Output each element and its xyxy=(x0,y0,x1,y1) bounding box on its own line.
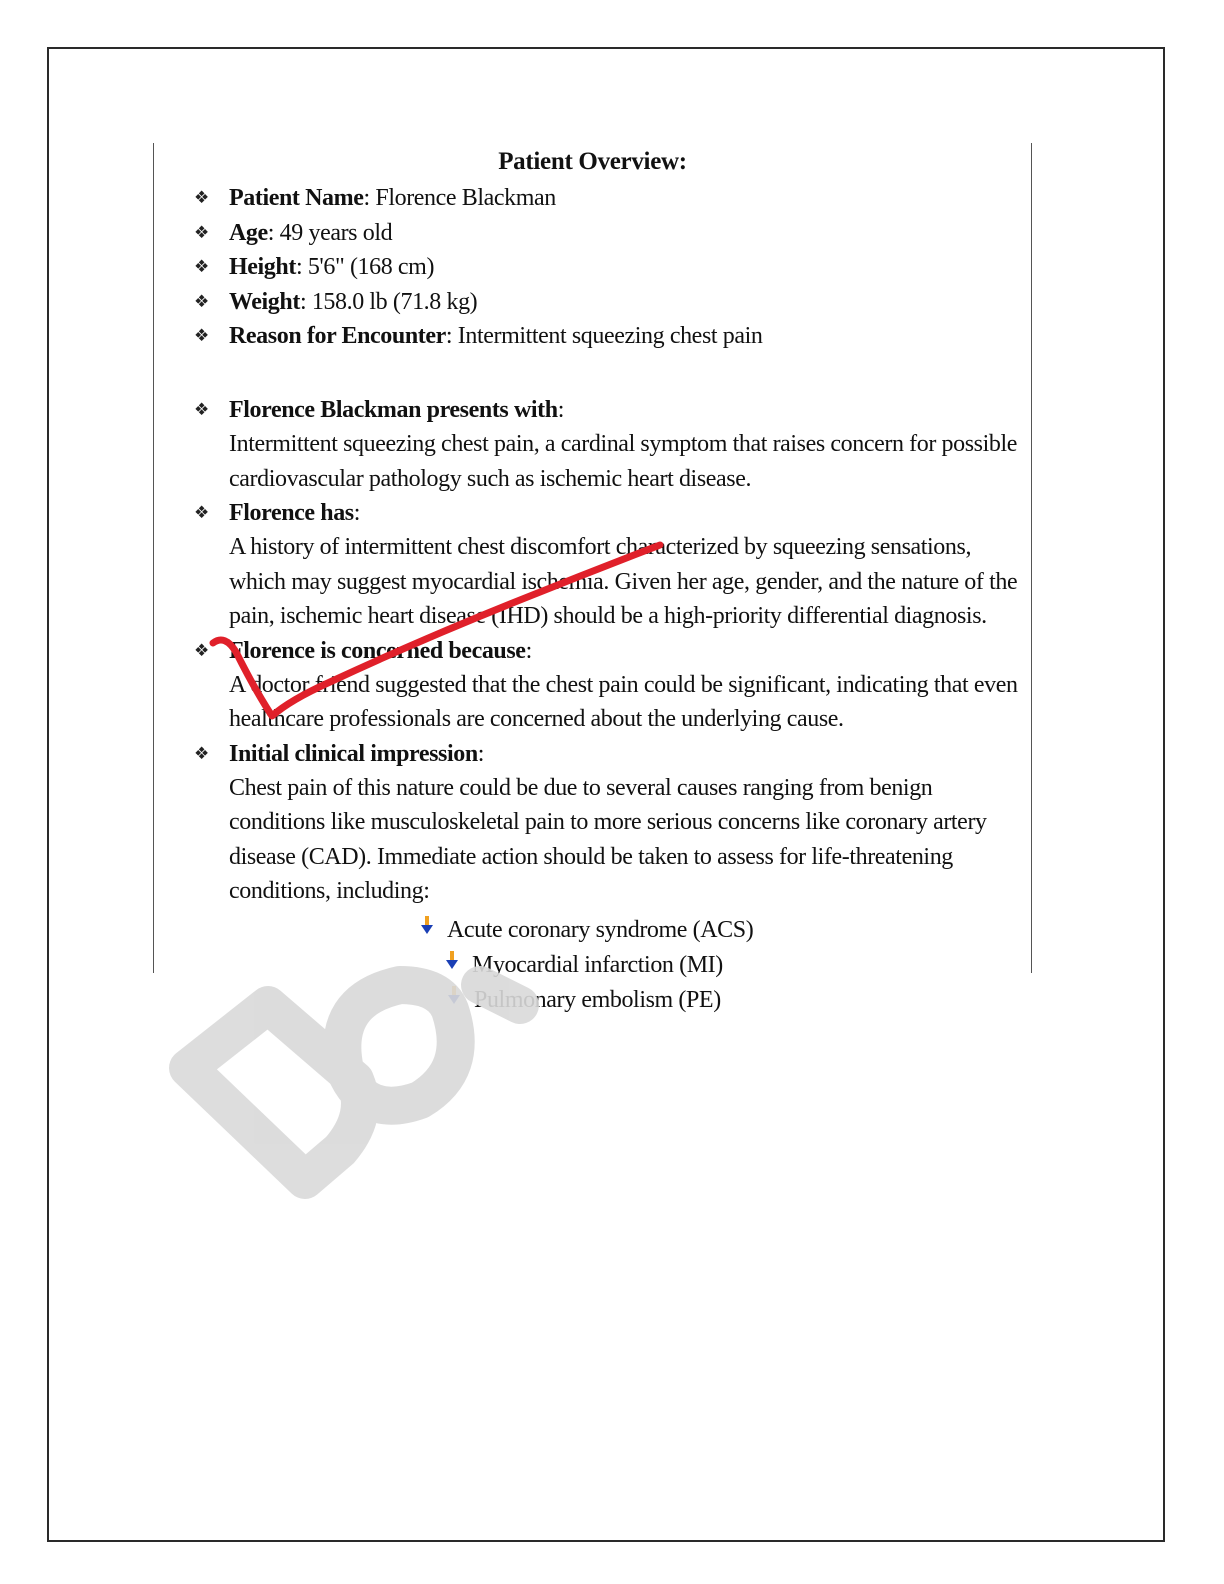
section-heading-text: Florence Blackman presents with xyxy=(229,397,558,423)
condition-item xyxy=(446,983,721,1017)
field-label: Reason for Encounter xyxy=(229,323,446,349)
diamond-bullet-icon: ❖ xyxy=(194,400,209,419)
diamond-bullet-icon: ❖ xyxy=(194,257,209,276)
field-reason xyxy=(194,319,762,354)
field-label: Weight xyxy=(229,288,300,315)
section-history xyxy=(194,496,1024,634)
field-label: Age xyxy=(229,219,268,246)
field-height xyxy=(194,250,762,285)
diamond-bullet-icon: ❖ xyxy=(194,640,209,660)
section-body: A doctor friend suggested that the chest pain could be significant, indicating that even healthcare professionals are concerned about the underlying cause. xyxy=(229,671,1018,732)
field-separator: : xyxy=(267,219,275,246)
down-arrow-icon xyxy=(419,913,447,947)
condition-label: Pulmonary embolism (PE) xyxy=(474,986,721,1013)
section-separator: : xyxy=(557,397,564,423)
section-heading xyxy=(194,634,1024,668)
clinical-sections xyxy=(194,393,1024,1019)
field-label: Patient Name xyxy=(229,185,364,211)
section-separator: : xyxy=(525,637,532,664)
field-value: Florence Blackman xyxy=(369,185,556,211)
down-arrow-icon xyxy=(446,983,474,1017)
condition-label: Myocardial infarction (MI) xyxy=(472,951,723,978)
section-separator: : xyxy=(477,740,485,767)
diamond-bullet-icon: ❖ xyxy=(194,326,209,345)
field-separator: : xyxy=(299,288,307,315)
field-separator: : xyxy=(445,323,453,349)
condition-item xyxy=(444,948,723,982)
section-body: A history of intermittent chest discomfort characterized by squeezing sensations, which may suggest myocardial ischemia. Given her age, gender, and the nature of the pain, ischemic heart disease (IHD) should be a high-priority differential diagnosis. xyxy=(229,534,1018,629)
page-title: Patient Overview: xyxy=(498,148,687,175)
section-presents-with xyxy=(194,393,1024,496)
field-value: 5'6" (168 cm) xyxy=(302,254,435,280)
section-heading-text: Florence is concerned because xyxy=(229,637,526,664)
diamond-bullet-icon: ❖ xyxy=(194,222,209,242)
section-heading-text: Initial clinical impression xyxy=(229,740,478,767)
patient-fields xyxy=(194,181,762,354)
field-separator: : xyxy=(295,254,303,280)
section-body: Chest pain of this nature could be due to several causes ranging from benign conditions like musculoskeletal pain to more serious concerns like coronary artery disease (CAD). Immediate action should be taken to assess for life-threatening conditions, including: xyxy=(229,774,987,904)
field-value: Intermittent squeezing chest pain xyxy=(452,323,763,349)
section-heading xyxy=(194,496,1024,530)
section-separator: : xyxy=(353,500,361,526)
section-concern xyxy=(194,634,1024,737)
field-label: Height xyxy=(229,254,296,280)
diamond-bullet-icon: ❖ xyxy=(194,503,209,522)
diamond-bullet-icon: ❖ xyxy=(194,188,209,207)
section-heading xyxy=(194,393,1024,427)
section-impression xyxy=(194,737,1024,1019)
condition-list xyxy=(194,909,1024,1019)
diamond-bullet-icon: ❖ xyxy=(194,291,209,311)
document-body xyxy=(153,143,1032,1013)
field-weight xyxy=(194,285,762,320)
down-arrow-icon xyxy=(444,948,472,982)
condition-item xyxy=(419,913,753,947)
diamond-bullet-icon: ❖ xyxy=(194,743,209,763)
condition-label: Acute coronary syndrome (ACS) xyxy=(447,916,754,943)
field-patient-name xyxy=(194,181,762,216)
field-separator: : xyxy=(363,185,370,211)
section-heading-text: Florence has xyxy=(229,500,354,526)
section-heading xyxy=(194,737,1024,771)
field-value: 49 years old xyxy=(274,219,393,246)
section-body: Intermittent squeezing chest pain, a cardinal symptom that raises concern for possible cardiovascular pathology such as ischemic heart disease. xyxy=(229,431,1018,492)
field-value: 158.0 lb (71.8 kg) xyxy=(306,288,478,315)
field-age xyxy=(194,216,762,251)
